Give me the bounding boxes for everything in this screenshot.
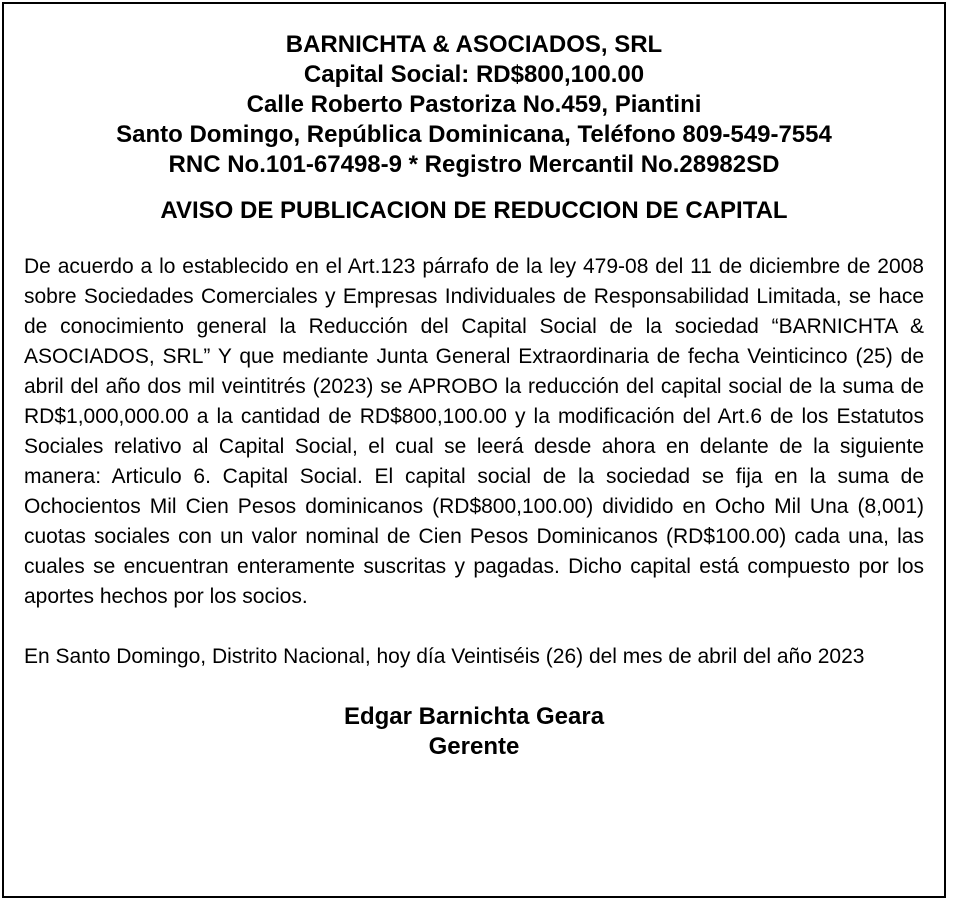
company-name: BARNICHTA & ASOCIADOS, SRL bbox=[285, 31, 663, 58]
signer-role: Gerente bbox=[428, 733, 520, 760]
company-registry: RNC No.101-67498-9 * Registro Mercantil No.28982SD bbox=[168, 151, 780, 178]
company-city-phone: Santo Domingo, República Dominicana, Teléfono 809-549-7554 bbox=[116, 121, 832, 148]
legal-notice bbox=[2, 2, 946, 898]
signer-name: Edgar Barnichta Geara bbox=[343, 703, 605, 730]
company-capital: Capital Social: RD$800,100.00 bbox=[303, 61, 645, 88]
notice-title: AVISO DE PUBLICACION DE REDUCCION DE CAPITAL bbox=[160, 197, 788, 224]
notice-closing: En Santo Domingo, Distrito Nacional, hoy día Veintiséis (26) del mes de abril del año 2023 bbox=[24, 645, 865, 668]
company-header bbox=[4, 30, 944, 180]
company-address: Calle Roberto Pastoriza No.459, Piantini bbox=[246, 91, 702, 118]
notice-body: De acuerdo a lo establecido en el Art.123 párrafo de la ley 479-08 del 11 de diciembre de 2008 sobre Sociedades Comerciales y Empresas Individuales de Responsabilidad Limitada, se hace de conocimiento general la Reducción del Capital Social de la sociedad “BARNICHTA & ASOCIADOS, SRL” Y que mediante Junta General Extraordinaria de fecha Veinticinco (25) de abril del año dos mil veintitrés (2023) se APROBO la reducción del capital social de la suma de RD$1,000,000.00 a la cantidad de RD$800,100.00 y la modificación del Art.6 de los Estatutos Sociales relativo al Capital Social, el cual se leerá desde ahora en delante de la siguiente manera: Articulo 6. Capital Social. El capital social de la sociedad se fija en la suma de Ochocientos Mil Cien Pesos dominicanos (RD$800,100.00) dividido en Ocho Mil Una (8,001) cuotas sociales con un valor nominal de Cien Pesos Dominicanos (RD$100.00) cada una, las cuales se encuentran enteramente suscritas y pagadas. Dicho capital está compuesto por los aportes hechos por los socios. bbox=[24, 255, 924, 608]
signature-block bbox=[4, 702, 944, 762]
